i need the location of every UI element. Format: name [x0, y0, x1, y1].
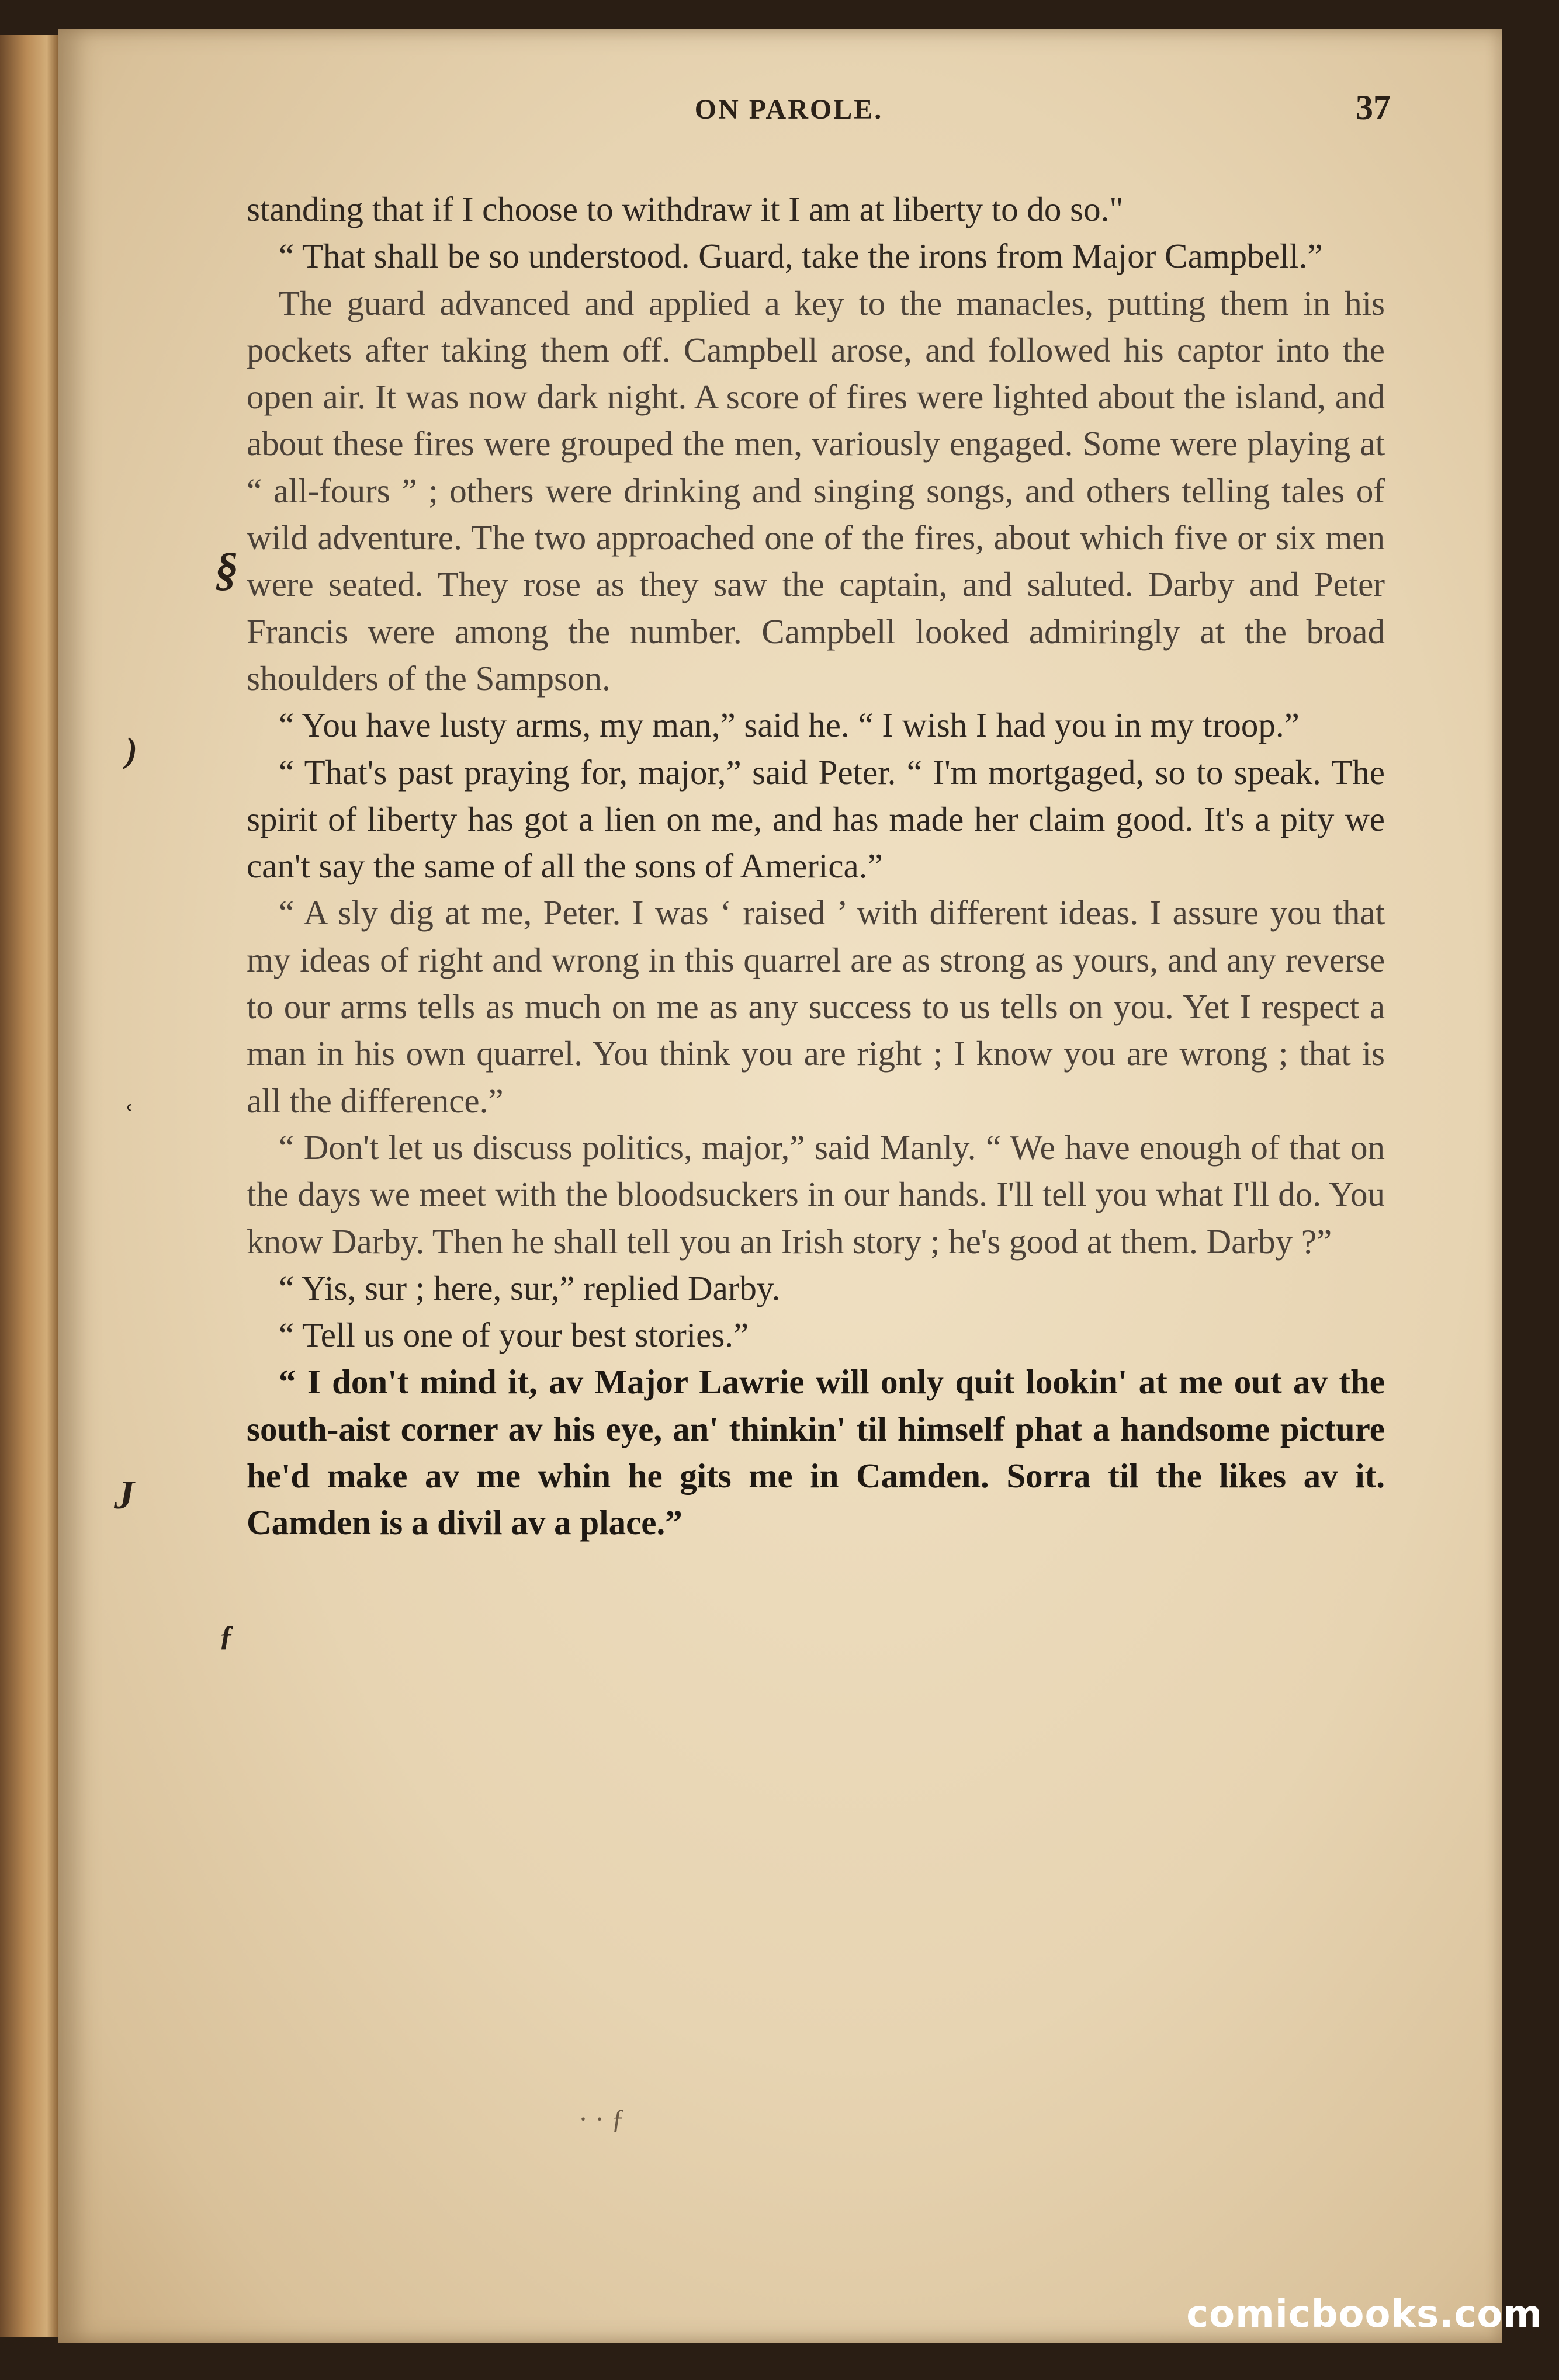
paragraph: “ You have lusty arms, my man,” said he. “ I wish I had you in my troop.” — [279, 706, 1300, 745]
body-text — [247, 186, 1385, 1546]
paragraph: standing that if I choose to withdraw it I am at liberty to do so." — [247, 190, 1124, 228]
margin-mark: ƒ — [219, 1619, 234, 1652]
paragraph: “ That's past praying for, major,” said Peter. “ I'm mortgaged, so to speak. The spirit of liberty has got a lien on me, and has made her claim good. It's a pity we can't say the same of all the sons of America.” — [247, 752, 1385, 886]
paragraph: “ Yis, sur ; here, sur,” replied Darby. — [279, 1268, 781, 1307]
paragraph: “ A sly dig at me, Peter. I was ‘ raised ’ with different ideas. I assure you that my ideas of right and wrong in this quarrel are as strong as yours, and any reverse to our arms tells as much on me as any success to us tells on you. Yet I respect a man in his own quarrel. You think you are right ; I know you are wrong ; that is all the difference.” — [247, 893, 1385, 1120]
footer-mark: · · ƒ — [578, 2104, 625, 2135]
margin-mark: J — [114, 1473, 134, 1518]
paragraph: “ I don't mind it, av Major Lawrie will only quit lookin' at me out av the south-aist corner av his eye, an' thinkin' til himself phat a handsome picture he'd make av me whin he gits me in Camden. Sorra til the likes av it. Camden is a divil av a place.” — [247, 1362, 1385, 1542]
adjacent-page-edge — [0, 35, 58, 2337]
margin-mark: ʿ — [122, 1099, 133, 1137]
margin-mark: ) — [126, 731, 137, 769]
paragraph: “ That shall be so understood. Guard, take the irons from Major Campbell.” — [279, 237, 1323, 276]
paragraph: “ Don't let us discuss politics, major,” said Manly. “ We have enough of that on the days we meet with the bloodsuckers in our hands. I'll tell you what I'll do. You know Darby. Then he shall tell you an Irish story ; he's good at them. Darby ?” — [247, 1127, 1385, 1261]
margin-mark: § — [215, 544, 238, 595]
watermark: comicbooks.com — [1186, 2293, 1543, 2336]
paragraph: The guard advanced and applied a key to the manacles, putting them in his pockets after taking them off. Campbell arose, and followed his captor into the open air. It was now dark night. A score of fires were lighted about the island, and about these fires were grouped the men, variously engaged. Some were playing at “ all-fours ” ; others were drinking and singing songs, and others telling tales of wild adventure. The two approached one of the fires, about which five or six men were seated. They rose as they saw the captain, and saluted. Darby and Peter Francis were among the number. Campbell looked admiringly at the broad shoulders of the Sampson. — [247, 283, 1385, 698]
paragraph: “ Tell us one of your best stories.” — [279, 1316, 749, 1355]
running-head: ON PAROLE. — [694, 94, 884, 125]
page-number: 37 — [1356, 88, 1391, 127]
